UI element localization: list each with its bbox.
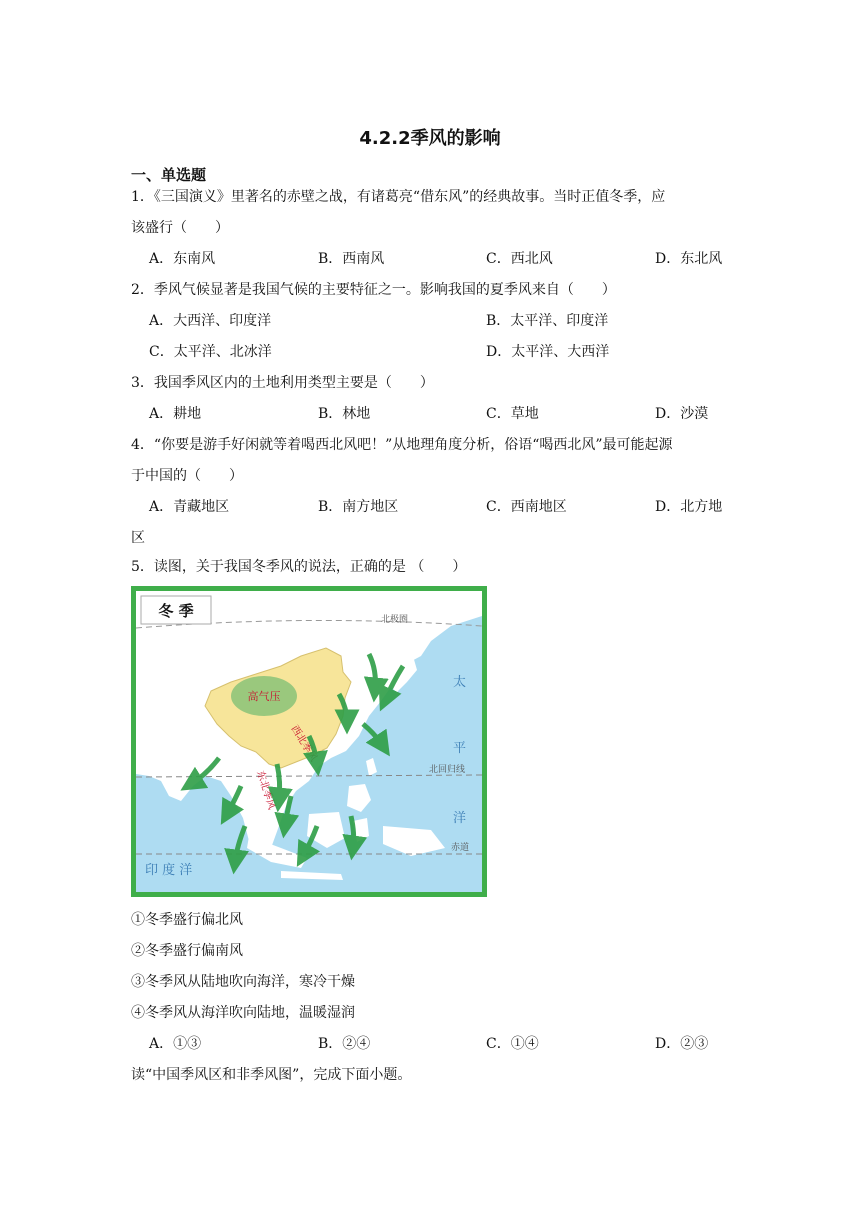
- arrow-12: [351, 816, 354, 848]
- q1-option-a: A．东南风: [149, 251, 216, 267]
- q5-statement-4: ④冬季风从海洋吹向陆地，温暖湿润: [131, 1005, 355, 1021]
- northeast-monsoon-label: 东北季风: [254, 769, 277, 811]
- q2-option-d: D．太平洋、大西洋: [486, 344, 610, 360]
- q4-option-c: C．西南地区: [486, 499, 567, 515]
- arrow-6: [277, 764, 280, 800]
- q5-stem: 5．读图，关于我国冬季风的说法，正确的是 （ ）: [131, 559, 467, 575]
- q2-stem: 2．季风气候显著是我国气候的主要特征之一。影响我国的夏季风来自（ ）: [131, 282, 616, 298]
- q3-option-b: B．林地: [318, 406, 371, 422]
- equator-label: 赤道: [451, 843, 470, 853]
- pacific-label-2: 平: [453, 741, 467, 756]
- q4-option-a: A．青藏地区: [149, 499, 230, 515]
- arctic-circle-label: 北极圈: [381, 615, 409, 625]
- indian-ocean-label: 印 度 洋: [145, 863, 193, 878]
- footer-instruction: 读“中国季风区和非季风图”，完成下面小题。: [131, 1067, 412, 1083]
- pacific-label-1: 太: [453, 675, 467, 690]
- q5-option-d: D．②③: [655, 1036, 709, 1052]
- q3-option-a: A．耕地: [149, 406, 202, 422]
- q1-option-d: D．东北风: [655, 251, 723, 267]
- q1-option-b: B．西南风: [318, 251, 385, 267]
- northwest-monsoon-label: 西北季风: [288, 723, 319, 764]
- q4-stem-line1: 4．“你要是游手好闲就等着喝西北风吧！”从地理角度分析，俗语“喝西北风”最可能起源: [131, 437, 673, 453]
- q2-option-b: B．太平洋、印度洋: [486, 313, 609, 329]
- q1-stem-line2: 该盛行（ ）: [131, 220, 229, 236]
- q5-option-b: B．②④: [318, 1036, 371, 1052]
- q5-statement-1: ①冬季盛行偏北风: [131, 912, 243, 928]
- q3-option-d: D．沙漠: [655, 406, 709, 422]
- pacific-label-3: 洋: [453, 811, 467, 826]
- q3-option-c: C．草地: [486, 406, 539, 422]
- q4-stem-line2: 于中国的（ ）: [131, 468, 243, 484]
- season-label: 冬 季: [158, 602, 194, 620]
- q4-option-d: D．北方地: [655, 499, 723, 515]
- q1-option-c: C．西北风: [486, 251, 553, 267]
- q2-option-c: C．太平洋、北冰洋: [149, 344, 272, 360]
- high-pressure-label: 高气压: [247, 690, 281, 703]
- q1-stem-line1: 1．《三国演义》里著名的赤壁之战，有诸葛亮“借东风”的经典故事。当时正值冬季，应: [131, 189, 666, 205]
- q3-stem: 3．我国季风区内的土地利用类型主要是（ ）: [131, 375, 434, 391]
- q4-option-b: B．南方地区: [318, 499, 399, 515]
- q5-option-a: A．①③: [149, 1036, 202, 1052]
- section-heading: 一、单选题: [131, 166, 207, 184]
- q5-statement-2: ②冬季盛行偏南风: [131, 943, 243, 959]
- tropic-label: 北回归线: [429, 765, 466, 775]
- q5-statement-3: ③冬季风从陆地吹向海洋，寒冷干燥: [131, 974, 355, 990]
- page-title: 4.2.2季风的影响: [359, 128, 501, 149]
- q4-option-d-wrap: 区: [131, 530, 145, 546]
- winter-monsoon-map: [131, 586, 487, 897]
- q5-option-c: C．①④: [486, 1036, 539, 1052]
- q2-option-a: A．大西洋、印度洋: [149, 313, 272, 329]
